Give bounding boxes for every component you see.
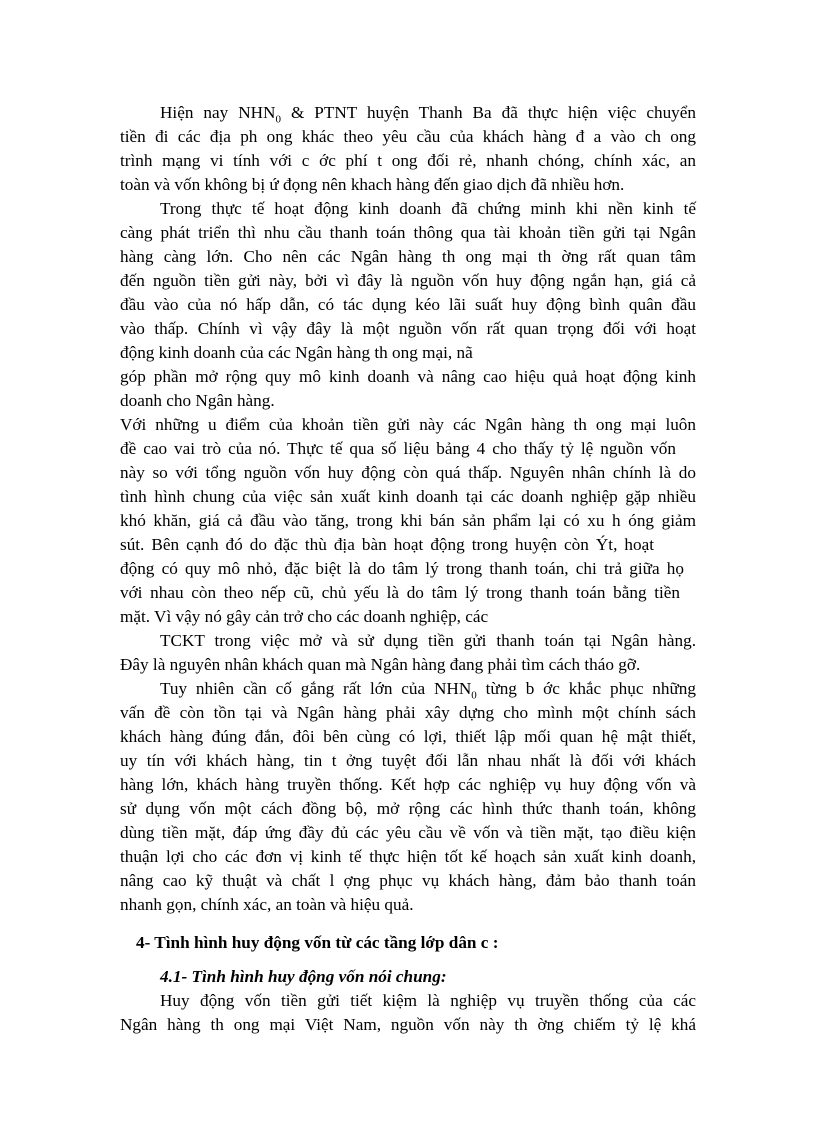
- text-line: góp phần mở rộng quy mô kinh doanh và nâng cao hiệu quả hoạt động kinh: [120, 367, 696, 386]
- text-line: tiền đi các địa ph ong khác theo yêu cầu của khách hàng đ a vào ch ong: [120, 127, 696, 146]
- text-line: càng phát triển thì nhu cầu thanh toán thông qua tài khoản tiền gửi tại Ngân: [120, 223, 696, 242]
- text-line: Đây là nguyên nhân khách quan mà Ngân hàng đang phải tìm cách tháo gỡ.: [120, 655, 641, 674]
- subsection-heading: 4.1- Tình hình huy động vốn nói chung:: [160, 967, 447, 986]
- text-line: Hiện nay $NHN_0$ & PTNT huyện Thanh Ba đã thực hiện việc chuyển: [160, 103, 696, 126]
- text-line: uy tín với khách hàng, tin t ởng tuyệt đối lẫn nhau nhất là đối với khách: [120, 751, 696, 770]
- text-line: khách hàng đúng đắn, đôi bên cùng có lợi, thiết lập mối quan hệ mật thiết,: [120, 727, 696, 746]
- text-line: toàn và vốn không bị ứ đọng nên khach hàng đến giao dịch đã nhiều hơn.: [120, 175, 625, 194]
- text-line: đầu vào của nó hấp dẫn, có tác dụng kéo lãi suất huy động bình quân đầu: [120, 295, 696, 314]
- text-line: động có quy mô nhỏ, đặc biệt là do tâm lý trong thanh toán, chi trả giữa họ: [120, 559, 684, 578]
- text-line: động kinh doanh của các Ngân hàng th ong mại, nã: [120, 343, 473, 362]
- text-line: Ngân hàng th ong mại Việt Nam, nguồn vốn này th ờng chiếm tỷ lệ khá: [120, 1015, 696, 1034]
- text-line: mặt. Vì vậy nó gây cản trở cho các doanh nghiệp, các: [120, 607, 489, 626]
- text-line: Huy động vốn tiền gửi tiết kiệm là nghiệp vụ truyền thống của các: [160, 991, 696, 1010]
- text-line: dùng tiền mặt, đáp ứng đầy đủ các yêu cầu về vốn và tiền mặt, tạo điều kiện: [120, 823, 696, 842]
- text-line: sử dụng vốn một cách đồng bộ, mở rộng các hình thức thanh toán, không: [120, 799, 696, 818]
- text-line: tình hình chung của việc sản xuất kinh doanh tại các doanh nghiệp gặp nhiều: [120, 487, 696, 506]
- text-line: nâng cao kỹ thuật và chất l ợng phục vụ khách hàng, đảm bảo thanh toán: [120, 871, 696, 890]
- text-line: hàng lớn, khách hàng truyền thống. Kết hợp các nghiệp vụ huy động vốn và: [120, 775, 696, 794]
- text-line: khó khăn, giá cả đầu vào tăng, trong khi bán sản phẩm lại có xu h óng giảm: [120, 511, 696, 530]
- text-line: đề cao vai trò của nó. Thực tế qua số liệu bảng 4 cho thấy tỷ lệ nguồn vốn: [120, 439, 676, 458]
- text-line: sút. Bên cạnh đó do đặc thù địa bàn hoạt động trong huyện còn Ýt, hoạt: [120, 535, 654, 554]
- text-line: nhanh gọn, chính xác, an toàn và hiệu quả.: [120, 895, 414, 914]
- text-line: Với những u điểm của khoản tiền gửi này các Ngân hàng th ong mại luôn: [120, 415, 696, 434]
- text-line: vào thấp. Chính vì vậy đây là một nguồn vốn rất quan trọng đối với hoạt: [120, 319, 696, 338]
- text-line: hàng càng lớn. Cho nên các Ngân hàng th ong mại th ờng rất quan tâm: [120, 247, 696, 266]
- section-heading: 4- Tình hình huy động vốn từ các tầng lớp dân c :: [136, 933, 499, 952]
- text-line: TCKT trong việc mở và sử dụng tiền gửi thanh toán tại Ngân hàng.: [160, 631, 696, 650]
- text-line: Tuy nhiên cần cố gắng rất lớn của $NHN_0$ từng b ớc khắc phục những: [160, 679, 696, 702]
- text-line: Trong thực tế hoạt động kinh doanh đã chứng minh khi nền kinh tế: [160, 199, 696, 218]
- text-line: thuận lợi cho các đơn vị kinh tế thực hiện tốt kế hoạch sản xuất kinh doanh,: [120, 847, 696, 866]
- text-line: này so với tổng nguồn vốn huy động còn quá thấp. Nguyên nhân chính là do: [120, 463, 696, 482]
- text-line: đến nguồn tiền gửi này, bởi vì đây là nguồn vốn huy động ngắn hạn, giá cả: [120, 271, 696, 290]
- text-line: doanh cho Ngân hàng.: [120, 391, 275, 410]
- text-line: trình mạng vi tính với c ớc phí t ong đối rẻ, nhanh chóng, chính xác, an: [120, 151, 696, 170]
- text-line: vấn đề còn tồn tại và Ngân hàng phải xây dựng cho mình một chính sách: [120, 703, 696, 722]
- text-line: với nhau còn theo nếp cũ, chủ yếu là do tâm lý trong thanh toán bằng tiền: [120, 583, 680, 602]
